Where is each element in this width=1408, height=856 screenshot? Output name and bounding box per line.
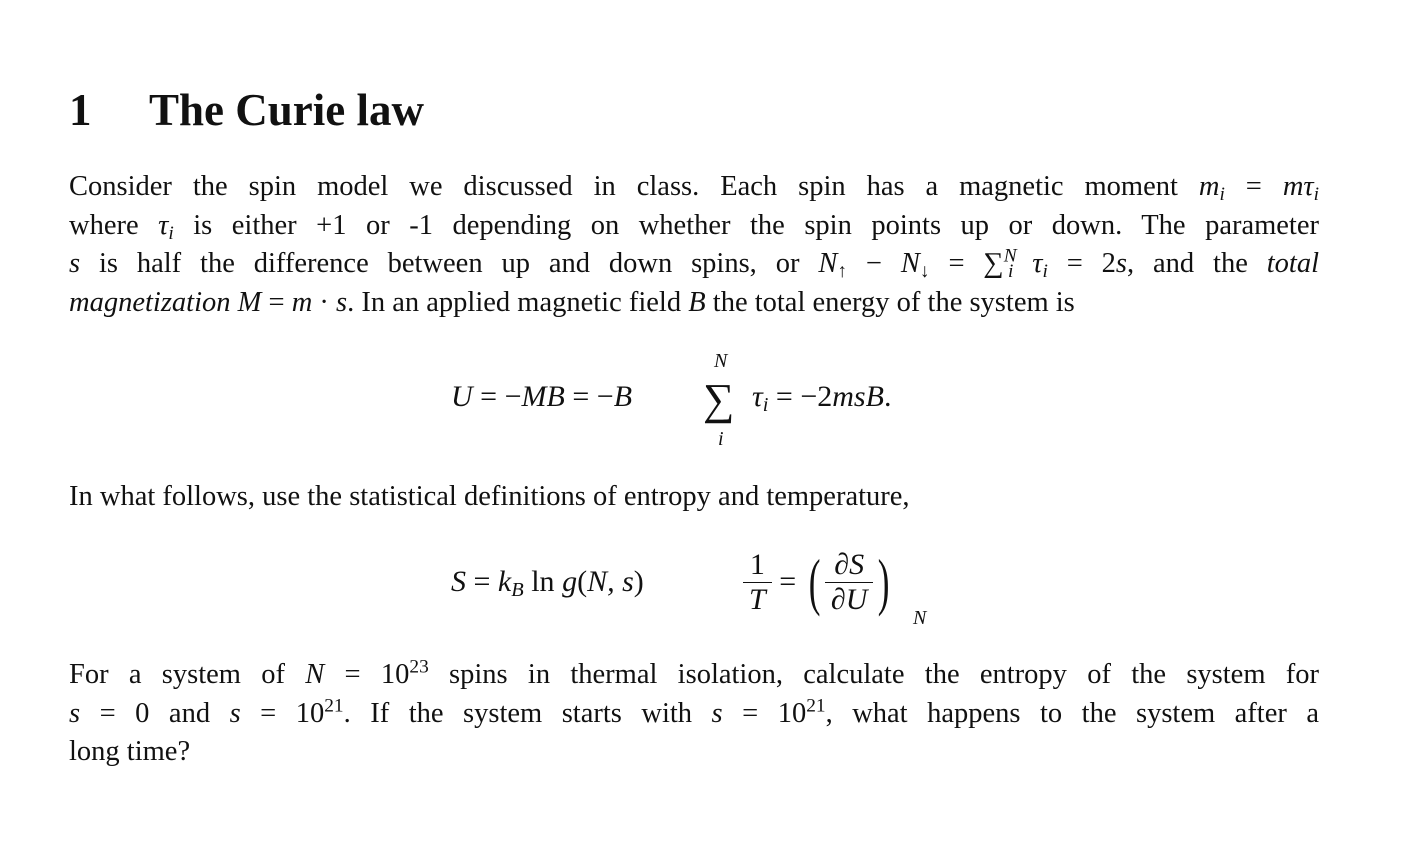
intro-paragraph: Consider the spin model we discussed in class. Each spin has a magnetic moment $m_i = m\tau_i$ where $\tau_i$ is either +1 or -1 depending on whether the spin points up or down. The parameter s is half the difference between up and down spins, or $N_↑ - N_↓ = \sum^N_i$ $\tau_i = 2s$, and the total magnetization M = m · s. In an applied magnetic field B the total energy of the system is (69, 171, 1320, 318)
section-title: The Curie law (149, 85, 424, 135)
follows-paragraph: In what follows, use the statistical definitions of entropy and temperature, (69, 481, 910, 512)
section-number: 1 (69, 85, 92, 135)
question-paragraph: For a system of $N = 10^{23}$ spins in thermal isolation, calculate the entropy of the system for s = 0 and $s = 10^{21}$. If the system starts with $s = 10^{21}$, what happens to the system after a long time? (69, 656, 1320, 768)
section-heading (69, 82, 424, 138)
